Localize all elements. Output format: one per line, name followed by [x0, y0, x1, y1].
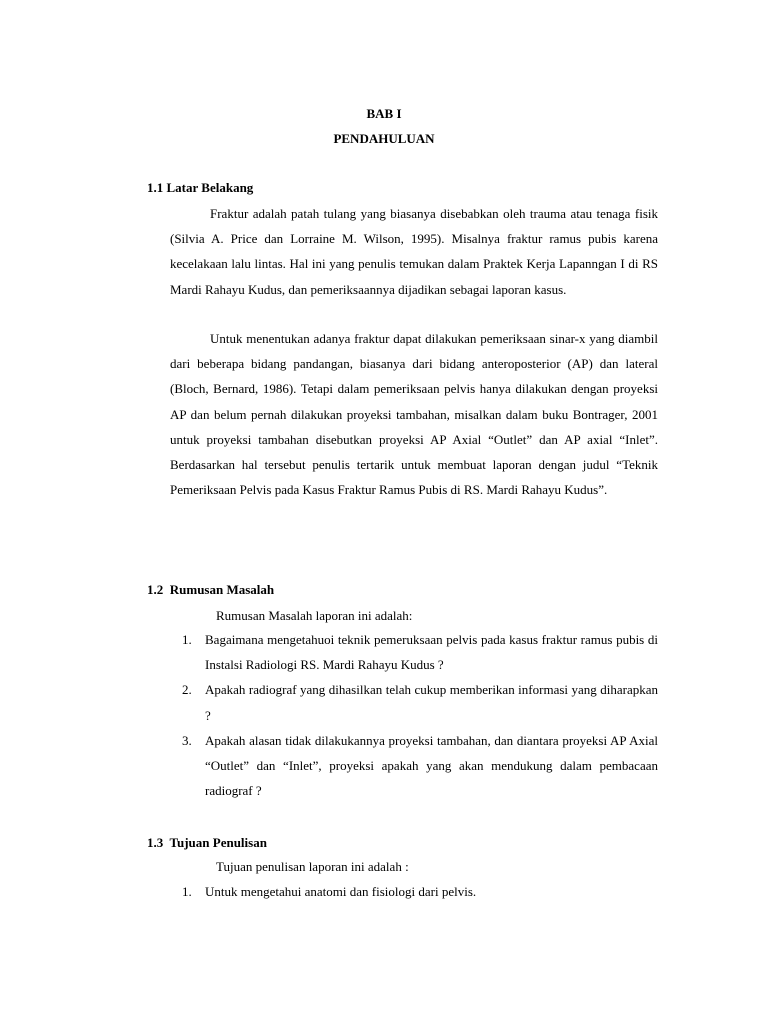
- list-item-text: Apakah alasan tidak dilakukannya proyeksi tambahan, dan diantara proyeksi AP Axial “Outlet” dan “Inlet”, proyeksi apakah yang akan mendukung dalam pembacaan radiograf ?: [205, 732, 658, 799]
- list-number: 2.: [182, 682, 192, 698]
- section-heading-rumusan-masalah: 1.2 Rumusan Masalah: [147, 582, 275, 597]
- list-item-text: Bagaimana mengetahuoi teknik pemeruksaan pelvis pada kasus fraktur ramus pubis di Instalsi Radiologi RS. Mardi Rahayu Kudus ?: [205, 632, 658, 673]
- list-item: [0, 728, 768, 804]
- paragraph-2: Untuk menentukan adanya fraktur dapat dilakukan pemeriksaan sinar-x yang diambil dari beberapa bidang pandangan, biasanya dari bidang anteroposterior (AP) dan lateral (Bloch, Bernard, 1986). Tetapi dalam pemeriksaan pelvis hanya dilakukan dengan proyeksi AP dan belum pernah dilakukan proyeksi tambahan, misalkan dalam buku Bontrager, 2001 untuk proyeksi tambahan disebutkan proyeksi AP Axial “Outlet” dan AP axial “Inlet”. Berdasarkan hal tersebut penulis tertarik untuk membuat laporan dengan judul “Teknik Pemeriksaan Pelvis pada Kasus Fraktur Ramus Pubis di RS. Mardi Rahayu Kudus”.: [170, 331, 658, 498]
- list-number: 1.: [182, 884, 192, 899]
- section-intro-rumusan: Rumusan Masalah laporan ini adalah:: [216, 608, 413, 623]
- list-item: [0, 879, 768, 904]
- list-item: [0, 627, 768, 677]
- tujuan-list: [0, 879, 768, 904]
- list-number: 1.: [182, 632, 192, 647]
- paragraph-1: Fraktur adalah patah tulang yang biasanya disebabkan oleh trauma atau tenaga fisik (Silvia A. Price dan Lorraine M. Wilson, 1995). Misalnya fraktur ramus pubis karena kecelakaan lalu lintas. Hal ini yang penulis temukan dalam Praktek Kerja Lapanngan I di RS Mardi Rahayu Kudus, dan pemeriksaannya dijadikan sebagai laporan kasus.: [170, 206, 658, 297]
- section-intro-tujuan: Tujuan penulisan laporan ini adalah :: [216, 859, 409, 874]
- list-item-text: Apakah radiograf yang dihasilkan telah cukup memberikan informasi yang diharapkan ?: [205, 682, 658, 723]
- list-item-text: Untuk mengetahui anatomi dan fisiologi dari pelvis.: [205, 884, 477, 899]
- chapter-title: PENDAHULUAN: [333, 131, 435, 146]
- chapter-number: BAB I: [366, 106, 402, 121]
- rumusan-list: [0, 627, 768, 803]
- section-heading-latar-belakang: 1.1 Latar Belakang: [147, 180, 254, 195]
- list-number: 3.: [182, 732, 192, 748]
- list-item: [0, 677, 768, 727]
- section-heading-tujuan-penulisan: 1.3 Tujuan Penulisan: [147, 835, 267, 850]
